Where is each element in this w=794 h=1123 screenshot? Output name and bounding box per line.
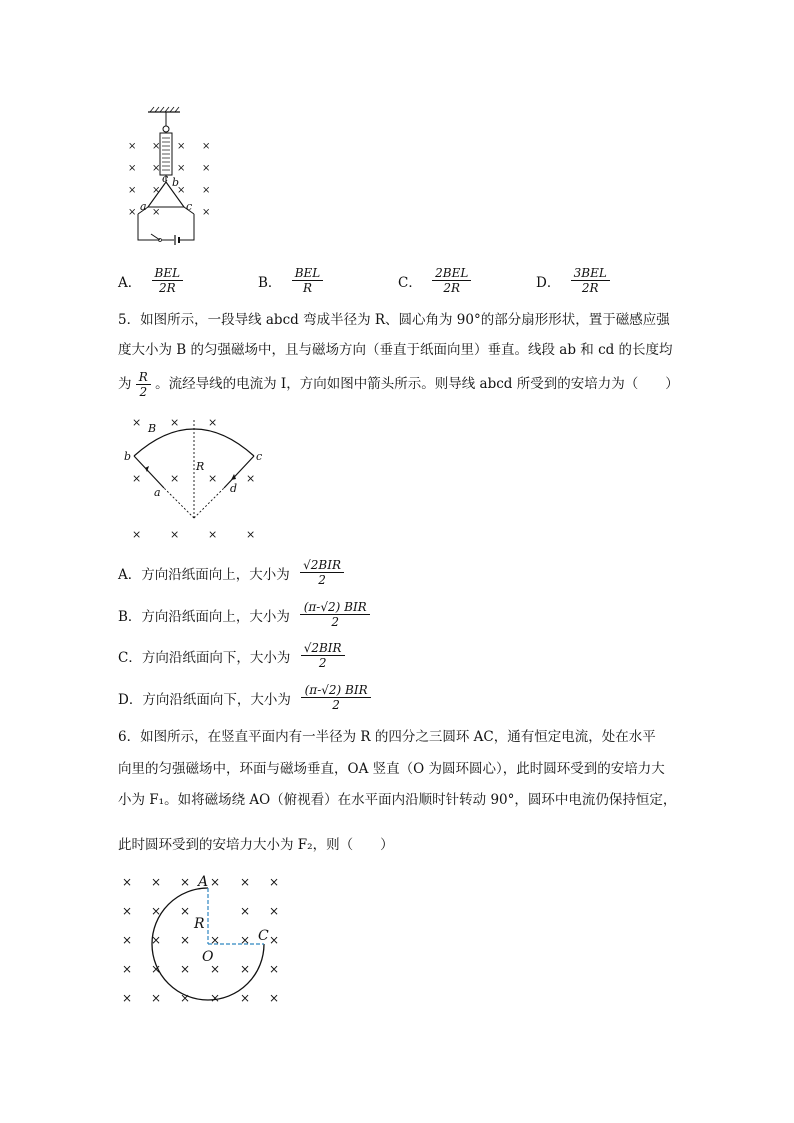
field-cross: × bbox=[151, 875, 162, 889]
field-cross: × bbox=[269, 904, 280, 918]
q5-option-c[interactable]: C．方向沿纸面向下，大小为 $\frac{\text{√2BIR}}{2}$ bbox=[118, 641, 345, 670]
q4-figure bbox=[118, 104, 228, 246]
field-cross: × bbox=[151, 904, 162, 918]
field-cross: × bbox=[122, 962, 133, 976]
field-cross: × bbox=[202, 207, 211, 218]
field-cross: × bbox=[128, 163, 137, 174]
q5-option-b[interactable]: B．方向沿纸面向上，大小为 $\frac{\text{(π-√2) BIR}}{2}$ bbox=[118, 600, 370, 629]
field-cross: × bbox=[151, 933, 162, 947]
q4-option-a[interactable]: A． $\frac{\text{BEL}}{2R}$ bbox=[118, 266, 183, 295]
q5-text-line1: 5．如图所示，一段导线 abcd 弯成半径为 R、圆心角为 90°的部分扇形形状，置于磁感应强 bbox=[118, 312, 670, 328]
label-b: b bbox=[172, 176, 180, 189]
field-cross: × bbox=[152, 163, 161, 174]
label-O: O bbox=[202, 949, 214, 965]
field-cross: × bbox=[240, 904, 251, 918]
field-cross: × bbox=[152, 141, 161, 152]
label-c: c bbox=[256, 450, 263, 463]
field-cross: × bbox=[151, 962, 162, 976]
field-cross: × bbox=[132, 472, 142, 485]
field-cross: × bbox=[269, 933, 280, 947]
q4-option-b[interactable]: B． $\frac{\text{BEL}}{R}$ bbox=[258, 266, 323, 295]
field-cross: × bbox=[202, 185, 211, 196]
field-cross: × bbox=[210, 962, 221, 976]
q5-text-line2: 度大小为 B 的匀强磁场中，且与磁场方向（垂直于纸面向里）垂直。线段 ab 和 cd 的长度均 bbox=[118, 342, 673, 358]
field-cross: × bbox=[128, 207, 137, 218]
field-cross: × bbox=[122, 875, 133, 889]
label-B: B bbox=[148, 422, 157, 435]
field-cross: × bbox=[132, 528, 142, 541]
field-cross: × bbox=[152, 185, 161, 196]
label-c-top: c bbox=[162, 172, 169, 185]
field-cross: × bbox=[170, 416, 180, 429]
field-cross: × bbox=[202, 163, 211, 174]
field-cross: × bbox=[210, 991, 221, 1005]
q6-text-line4: 此时圆环受到的安培力大小为 F₂，则（ ） bbox=[118, 837, 394, 853]
field-cross: × bbox=[246, 472, 256, 485]
label-c: c bbox=[186, 200, 193, 213]
field-cross: × bbox=[122, 904, 133, 918]
q6-figure bbox=[118, 868, 288, 1008]
label-R: R bbox=[196, 460, 205, 473]
q4-option-c[interactable]: C． $\frac{\text{2BEL}}{2R}$ bbox=[398, 266, 471, 295]
field-cross: × bbox=[210, 875, 221, 889]
q6-text-line3: 小为 F₁。如将磁场绕 AO（俯视看）在水平面内沿顺时针转动 90°，圆环中电流仍保持恒定， bbox=[118, 792, 677, 808]
label-a: a bbox=[154, 486, 161, 499]
field-cross: × bbox=[208, 472, 218, 485]
label-C: C bbox=[258, 928, 269, 944]
field-cross: × bbox=[151, 991, 162, 1005]
field-cross: × bbox=[180, 991, 191, 1005]
field-cross: × bbox=[240, 875, 251, 889]
field-cross: × bbox=[208, 416, 218, 429]
field-cross: × bbox=[180, 933, 191, 947]
q5-option-a[interactable]: A．方向沿纸面向上，大小为 $\frac{\text{√2BIR}}{2}$ bbox=[118, 558, 344, 587]
label-b: b bbox=[124, 450, 132, 463]
field-cross: × bbox=[240, 991, 251, 1005]
field-cross: × bbox=[152, 207, 161, 218]
field-cross: × bbox=[122, 991, 133, 1005]
field-cross: × bbox=[177, 163, 186, 174]
field-cross: × bbox=[240, 962, 251, 976]
label-R: R bbox=[194, 916, 205, 932]
field-cross: × bbox=[269, 962, 280, 976]
field-cross: × bbox=[180, 962, 191, 976]
field-cross: × bbox=[208, 528, 218, 541]
field-cross: × bbox=[128, 185, 137, 196]
field-cross: × bbox=[122, 933, 133, 947]
field-cross: × bbox=[210, 933, 221, 947]
field-cross: × bbox=[128, 141, 137, 152]
q5-option-d[interactable]: D．方向沿纸面向下，大小为 $\frac{\text{(π-√2) BIR}}{2}$ bbox=[118, 683, 371, 712]
field-cross: × bbox=[269, 991, 280, 1005]
label-a: a bbox=[140, 200, 147, 213]
q6-text-line1: 6．如图所示，在竖直平面内有一半径为 R 的四分之三圆环 AC，通有恒定电流，处在水平 bbox=[118, 729, 656, 745]
field-cross: × bbox=[170, 472, 180, 485]
label-A: A bbox=[198, 874, 209, 890]
field-cross: × bbox=[180, 904, 191, 918]
q4-option-d[interactable]: D． $\frac{\text{3BEL}}{2R}$ bbox=[536, 266, 610, 295]
label-d: d bbox=[230, 482, 238, 495]
q6-text-line2: 向里的匀强磁场中，环面与磁场垂直，OA 竖直（O 为圆环圆心），此时圆环受到的安培力大 bbox=[118, 761, 665, 777]
field-cross: × bbox=[240, 933, 251, 947]
field-cross: × bbox=[246, 528, 256, 541]
field-cross: × bbox=[180, 875, 191, 889]
field-cross: × bbox=[269, 875, 280, 889]
q5-text-line3: 为 $\frac{R}{2}$ 。流经导线的电流为 I，方向如图中箭头所示。则导线 abcd 所受到的安培力为（ ） bbox=[118, 370, 679, 399]
field-cross: × bbox=[177, 185, 186, 196]
field-cross: × bbox=[170, 528, 180, 541]
q5-figure bbox=[118, 408, 278, 544]
field-cross: × bbox=[202, 141, 211, 152]
field-cross: × bbox=[177, 141, 186, 152]
field-cross: × bbox=[132, 416, 142, 429]
